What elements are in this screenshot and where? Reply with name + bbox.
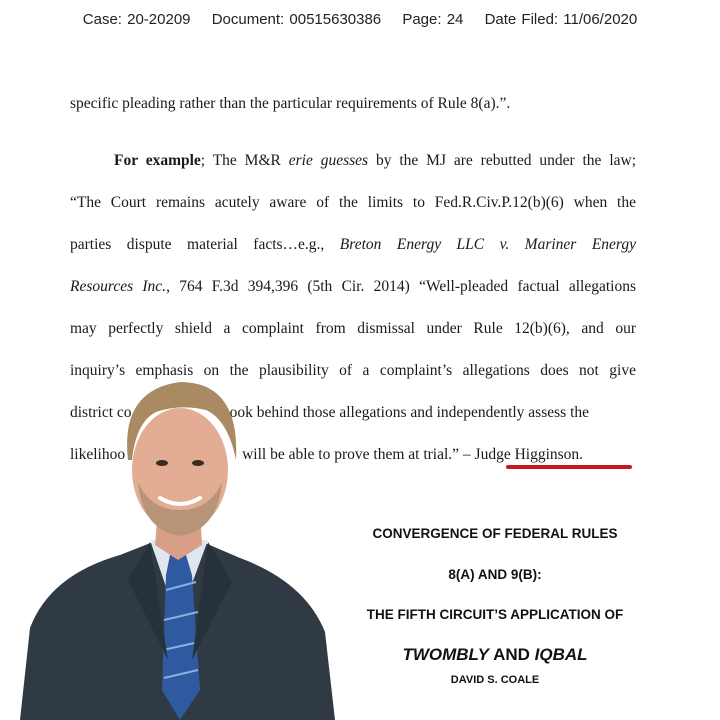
case-citation-name: Breton Energy LLC v. Mariner Energy	[339, 236, 636, 253]
body-line-9-b: will be able to prove them at trial.” – Judge Higginson.	[242, 446, 584, 463]
body-line-4-a: parties dispute material facts…e.g.,	[70, 236, 340, 253]
title-line-1: CONVERGENCE OF FEDERAL RULES	[372, 526, 618, 541]
body-line-6: may perfectly shield a complaint from dismissal under Rule 12(b)(6), and our	[70, 320, 636, 337]
body-line-2-a: ; The M&R	[200, 152, 289, 169]
page-number: Page: 24	[402, 11, 464, 28]
body-line-3: “The Court remains acutely aware of the limits to Fed.R.Civ.P.12(b)(6) when the	[70, 194, 636, 211]
case-number: Case: 20-20209	[82, 11, 191, 28]
body-line-5	[70, 266, 636, 308]
document-number: Document: 00515630386	[211, 11, 382, 28]
judge-name-underline	[506, 465, 632, 469]
title-line-2: 8(A) AND 9(B):	[448, 567, 542, 582]
body-line-9-a: likelihoo	[70, 446, 126, 463]
body-line-4	[70, 224, 636, 266]
title-and: AND	[489, 645, 535, 664]
body-line-8-b: ook behind those allegations and independently assess the	[229, 404, 589, 421]
date-filed: Date Filed: 11/06/2020	[484, 11, 638, 28]
body-line-7: inquiry’s emphasis on the plausibility of a complaint’s allegations does not give	[70, 362, 636, 379]
for-example-label: For example	[114, 152, 201, 169]
title-line-3: THE FIFTH CIRCUIT’S APPLICATION OF	[366, 607, 624, 622]
body-paragraph-1	[70, 83, 636, 125]
twombly-label: TWOMBLY	[402, 645, 489, 664]
title-line-4	[350, 645, 640, 665]
body-line-5-b: , 764 F.3d 394,396 (5th Cir. 2014) “Well-pleaded factual allegations	[166, 278, 637, 295]
author-portrait	[0, 360, 360, 720]
body-line-8-a: district co	[70, 404, 132, 421]
body-line-1: specific pleading rather than the particular requirements of Rule 8(a).”.	[70, 95, 511, 112]
body-line-2-italic: erie guesses	[288, 152, 369, 169]
author-name: DAVID S. COALE	[450, 674, 540, 686]
iqbal-label: IQBAL	[534, 645, 588, 664]
body-line-2	[70, 140, 636, 182]
body-line-2-b: by the MJ are rebutted under the law;	[368, 152, 637, 169]
case-citation-name-2: Resources Inc.	[70, 278, 167, 295]
page-header	[0, 11, 720, 28]
